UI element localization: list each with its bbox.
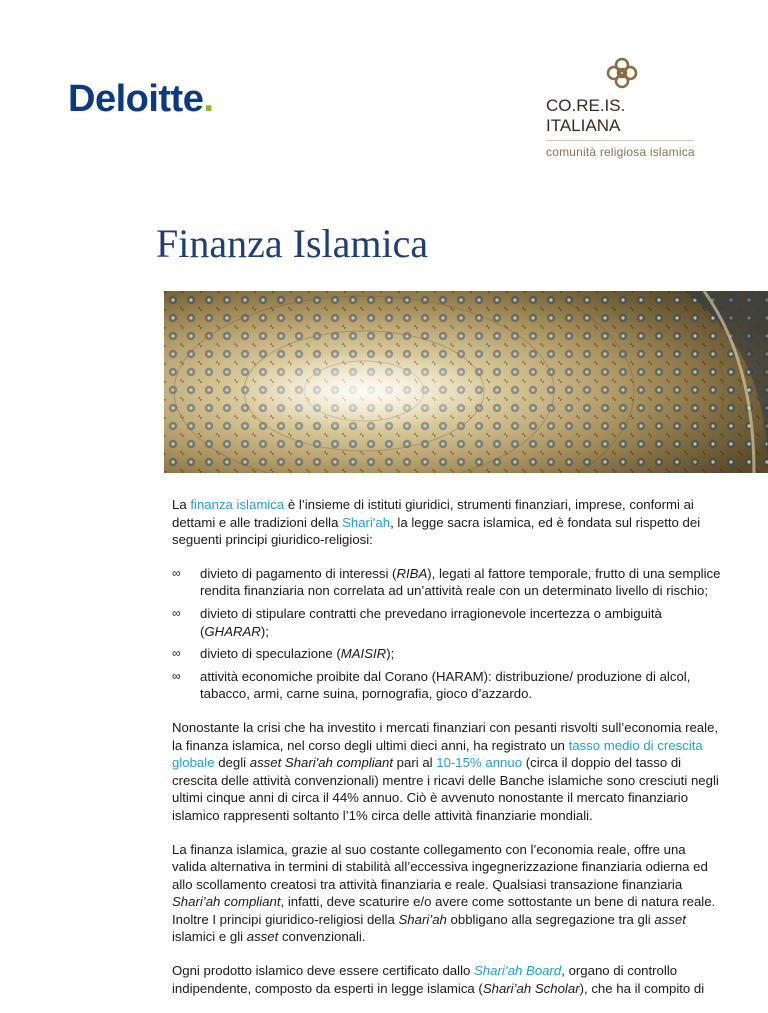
principles-list bbox=[172, 565, 722, 703]
knot-emblem-icon bbox=[605, 56, 639, 90]
term: Shari’ah compliant bbox=[172, 894, 281, 910]
text: La finanza islamica, grazie al suo costante collegamento con l’economia reale, offre una valida alternativa in termini di stabilità all’eccessiva ingegnerizzazione finanziaria odierna ed allo scollamento creatosi tra attività finanziaria e reale. Qualsiasi transazione finanziaria bbox=[172, 841, 708, 892]
term: Shari’ah bbox=[398, 911, 447, 927]
bullet-icon: ∞ bbox=[172, 605, 181, 620]
intro-lead: La bbox=[172, 497, 191, 512]
bullet-text: ); bbox=[260, 623, 269, 639]
text: Nonostante la crisi che ha investito i mercati finanziari con pesanti risvolti sull’economia reale, la finanza islamica, nel corso degli ultimi dieci anni, ha registrato un bbox=[172, 719, 719, 753]
bullet-term: RIBA bbox=[396, 565, 428, 581]
bullet-icon: ∞ bbox=[172, 646, 181, 661]
bullet-icon: ∞ bbox=[172, 565, 181, 580]
text: , infatti, deve scaturire e/o avere come sottostante un bene di natura reale. Inoltre I principi giuridico-religiosi della bbox=[172, 894, 716, 927]
growth-paragraph bbox=[172, 719, 722, 825]
bullet-text: divieto di stipulare contratti che prevedano irragionevole incertezza o ambiguità ( bbox=[200, 605, 662, 639]
bullet-text: ), legati al fattore temporale, frutto di una semplice rendita finanziaria non correlata ad un’attività reale con un determinato livello di rischio; bbox=[200, 565, 721, 599]
bullet-text: ); bbox=[386, 646, 395, 662]
bullet-term: MAISIR bbox=[340, 646, 387, 662]
text: , organo di controllo indipendente, composto da esperti in legge islamica ( bbox=[172, 963, 678, 996]
list-item bbox=[172, 605, 722, 640]
bullet-text: divieto di speculazione ( bbox=[200, 646, 341, 662]
coreis-logo bbox=[542, 56, 702, 159]
text: pari al bbox=[393, 755, 437, 771]
page-title: Finanza Islamica bbox=[156, 221, 429, 266]
text: obbligano alla segregazione tra gli bbox=[446, 911, 655, 927]
text: Ogni prodotto islamico deve essere certificato dallo bbox=[172, 963, 474, 979]
bullet-term: GHARAR bbox=[204, 623, 261, 639]
bullet-icon: ∞ bbox=[172, 668, 181, 683]
coreis-subtitle: comunità religiosa islamica bbox=[546, 145, 695, 159]
deloitte-logo bbox=[68, 78, 213, 121]
term: asset bbox=[654, 911, 686, 927]
link-shariah[interactable]: Shari'ah bbox=[342, 514, 391, 530]
text: ), che ha il compito di bbox=[579, 980, 705, 996]
coreis-divider bbox=[546, 140, 694, 141]
list-item bbox=[172, 668, 722, 703]
intro-text-1: è l’insieme di istituti giuridici, strumenti finanziari, imprese, conformi ai dettami e alle tradizioni della bbox=[172, 497, 694, 530]
text: degli bbox=[214, 755, 250, 771]
coreis-name: CO.RE.IS. ITALIANA bbox=[546, 96, 626, 135]
text: islamici e gli bbox=[172, 929, 247, 945]
link-shariah-board[interactable]: Shari’ah Board bbox=[474, 963, 562, 979]
link-finanza-islamica[interactable]: finanza islamica bbox=[190, 497, 285, 512]
mosque-dome-image bbox=[164, 291, 768, 473]
list-item bbox=[172, 645, 722, 663]
bullet-text: attività economiche proibite dal Corano (HARAM): distribuzione/ produzione di alcol, tabacco, armi, carne suina, pornografia, gioco d’azzardo. bbox=[200, 668, 691, 702]
intro-text-2: , la legge sacra islamica, ed è fondata sul rispetto dei seguenti principi giuridico-religiosi: bbox=[172, 514, 701, 548]
term: asset Shari'ah compliant bbox=[249, 755, 393, 771]
stability-paragraph bbox=[172, 841, 722, 947]
deloitte-wordmark: Deloitte bbox=[68, 78, 204, 120]
term: asset bbox=[246, 929, 279, 945]
text: convenzionali. bbox=[278, 929, 366, 945]
list-item bbox=[172, 565, 722, 600]
bullet-text: divieto di pagamento di interessi ( bbox=[200, 565, 397, 581]
deloitte-dot: . bbox=[203, 78, 214, 120]
link-tasso-crescita[interactable]: tasso medio di crescita globale bbox=[172, 737, 703, 771]
intro-paragraph bbox=[172, 496, 722, 549]
text: (circa il doppio del tasso di crescita delle attività convenzionali) mentre i ricavi delle Banche islamiche sono cresciuti negli ultimi cinque anni di circa il 44% annuo. Ciò è avvenuto nonostante il mercato finanziario islamico rappresenti soltanto l’1% circa delle attività finanziarie mondiali. bbox=[172, 755, 719, 823]
board-paragraph bbox=[172, 962, 722, 997]
article-body bbox=[172, 496, 722, 1013]
link-10-15-annuo[interactable]: 10-15% annuo bbox=[436, 755, 523, 771]
term: Shari’ah Scholar bbox=[482, 980, 580, 996]
